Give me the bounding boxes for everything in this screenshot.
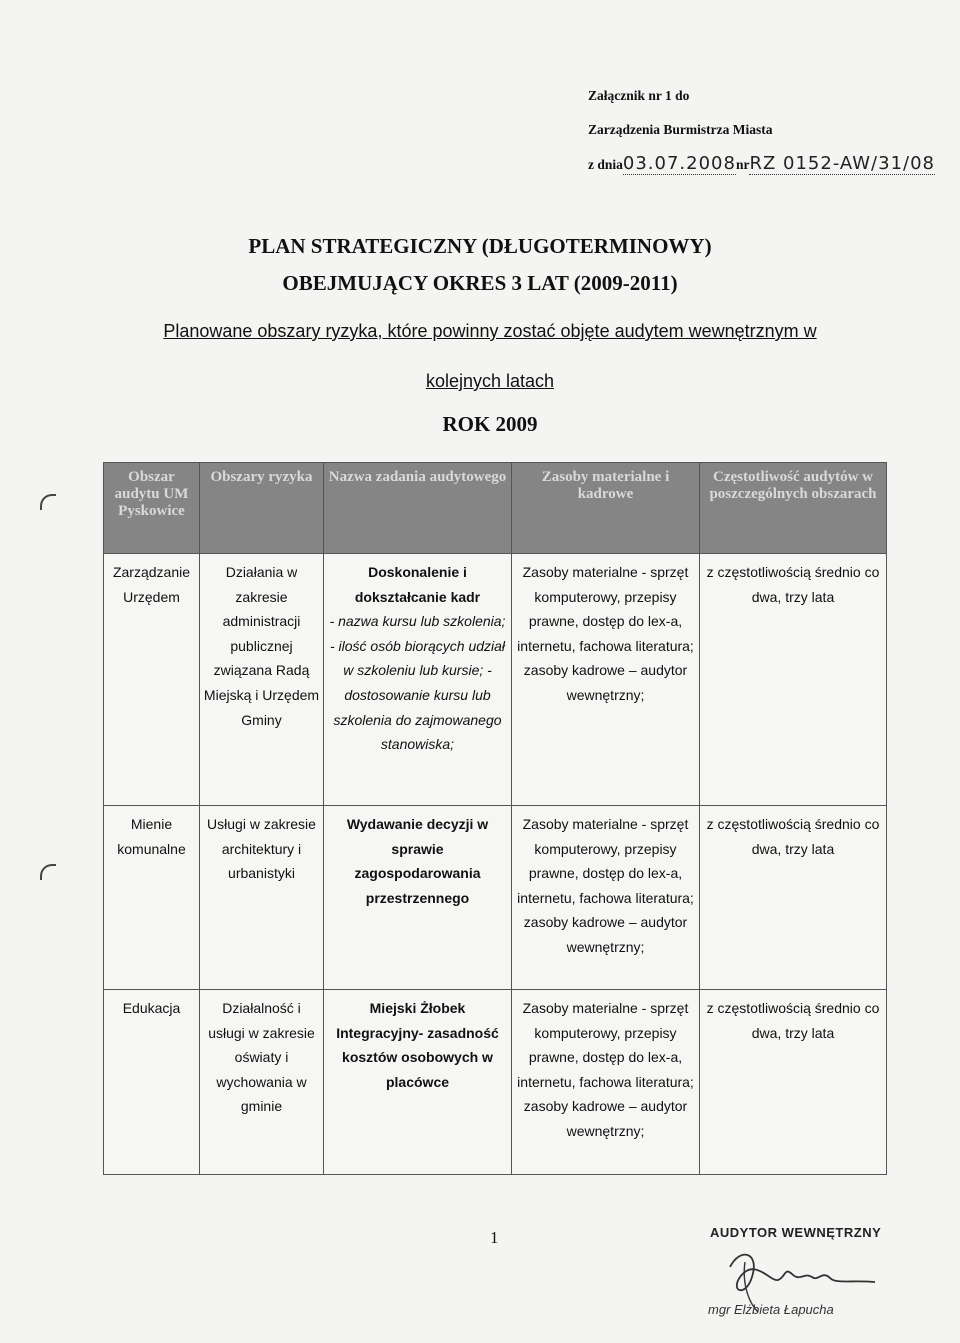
cell-task bbox=[324, 806, 512, 990]
task-title: Miejski Żłobek Integracyjny- zasadność kosztów osobowych w placówce bbox=[336, 1000, 499, 1090]
header-resources: Zasoby materialne i kadrowe bbox=[512, 463, 700, 554]
cell-resources: Zasoby materialne - sprzęt komputerowy, przepisy prawne, dostęp do lex-a, internetu, fachowa literatura; zasoby kadrowe – audytor wewnętrzny; bbox=[512, 806, 700, 990]
nr-value: RZ 0152-AW/31/08 bbox=[749, 153, 935, 174]
header-frequency: Częstotliwość audytów w poszczególnych obszarach bbox=[700, 463, 887, 554]
cell-task bbox=[324, 990, 512, 1175]
attachment-header bbox=[588, 86, 935, 188]
cell-resources: Zasoby materialne - sprzęt komputerowy, przepisy prawne, dostęp do lex-a, internetu, fachowa literatura; zasoby kadrowe – audytor wewnętrzny; bbox=[512, 554, 700, 806]
auditor-stamp bbox=[700, 1222, 900, 1332]
cell-area: Mienie komunalne bbox=[104, 806, 200, 990]
punch-mark-icon bbox=[40, 864, 56, 880]
cell-frequency: z częstotliwością średnio co dwa, trzy lata bbox=[700, 554, 887, 806]
document-title-line-2: OBEJMUJĄCY OKRES 3 LAT (2009-2011) bbox=[282, 271, 678, 295]
cell-resources: Zasoby materialne - sprzęt komputerowy, przepisy prawne, dostęp do lex-a, internetu, fachowa literatura; zasoby kadrowe – audytor wewnętrzny; bbox=[512, 990, 700, 1175]
cell-area: Zarządzanie Urzędem bbox=[104, 554, 200, 806]
stamp-title: AUDYTOR WEWNĘTRZNY bbox=[710, 1225, 882, 1240]
nr-label: nr bbox=[735, 157, 750, 172]
date-value: 03.07.2008 bbox=[622, 153, 736, 174]
cell-frequency: z częstotliwością średnio co dwa, trzy lata bbox=[700, 990, 887, 1175]
attachment-line-1: Załącznik nr 1 do bbox=[588, 88, 690, 103]
table-row bbox=[104, 554, 887, 806]
task-details: - nazwa kursu lub szkolenia; - ilość osób biorących udział w szkoleniu lub kursie; - dostosowanie kursu lub szkolenia do zajmowanego stanowiska; bbox=[329, 613, 506, 753]
year-heading: ROK 2009 bbox=[442, 412, 538, 436]
header-risk: Obszary ryzyka bbox=[200, 463, 324, 554]
cell-risk: Działania w zakresie administracji publicznej związana Radą Miejską i Urzędem Gminy bbox=[200, 554, 324, 806]
subtitle-line-2: kolejnych latach bbox=[425, 371, 555, 391]
page-number: 1 bbox=[490, 1228, 499, 1247]
subtitle-line-1: Planowane obszary ryzyka, które powinny zostać objęte audytem wewnętrznym w bbox=[163, 321, 817, 341]
attachment-line-2: Zarządzenia Burmistrza Miasta bbox=[588, 122, 773, 137]
cell-risk: Działalność i usługi w zakresie oświaty i wychowania w gminie bbox=[200, 990, 324, 1175]
cell-area: Edukacja bbox=[104, 990, 200, 1175]
cell-frequency: z częstotliwością średnio co dwa, trzy lata bbox=[700, 806, 887, 990]
task-title: Wydawanie decyzji w sprawie zagospodarowania przestrzennego bbox=[346, 816, 489, 906]
date-label: z dnia bbox=[588, 157, 623, 172]
table-header-row bbox=[104, 463, 887, 554]
table-row bbox=[104, 806, 887, 990]
punch-mark-icon bbox=[40, 494, 56, 510]
header-task: Nazwa zadania audytowego bbox=[324, 463, 512, 554]
cell-risk: Usługi w zakresie architektury i urbanistyki bbox=[200, 806, 324, 990]
cell-task bbox=[324, 554, 512, 806]
audit-plan-table bbox=[103, 462, 887, 1175]
task-title: Doskonalenie i dokształcanie kadr bbox=[354, 564, 481, 605]
document-title-line-1: PLAN STRATEGICZNY (DŁUGOTERMINOWY) bbox=[248, 234, 712, 258]
stamp-name: mgr Elżbieta Łapucha bbox=[708, 1302, 834, 1317]
header-area: Obszar audytu UM Pyskowice bbox=[104, 463, 200, 554]
attachment-date-line bbox=[588, 154, 935, 173]
table-row bbox=[104, 990, 887, 1175]
